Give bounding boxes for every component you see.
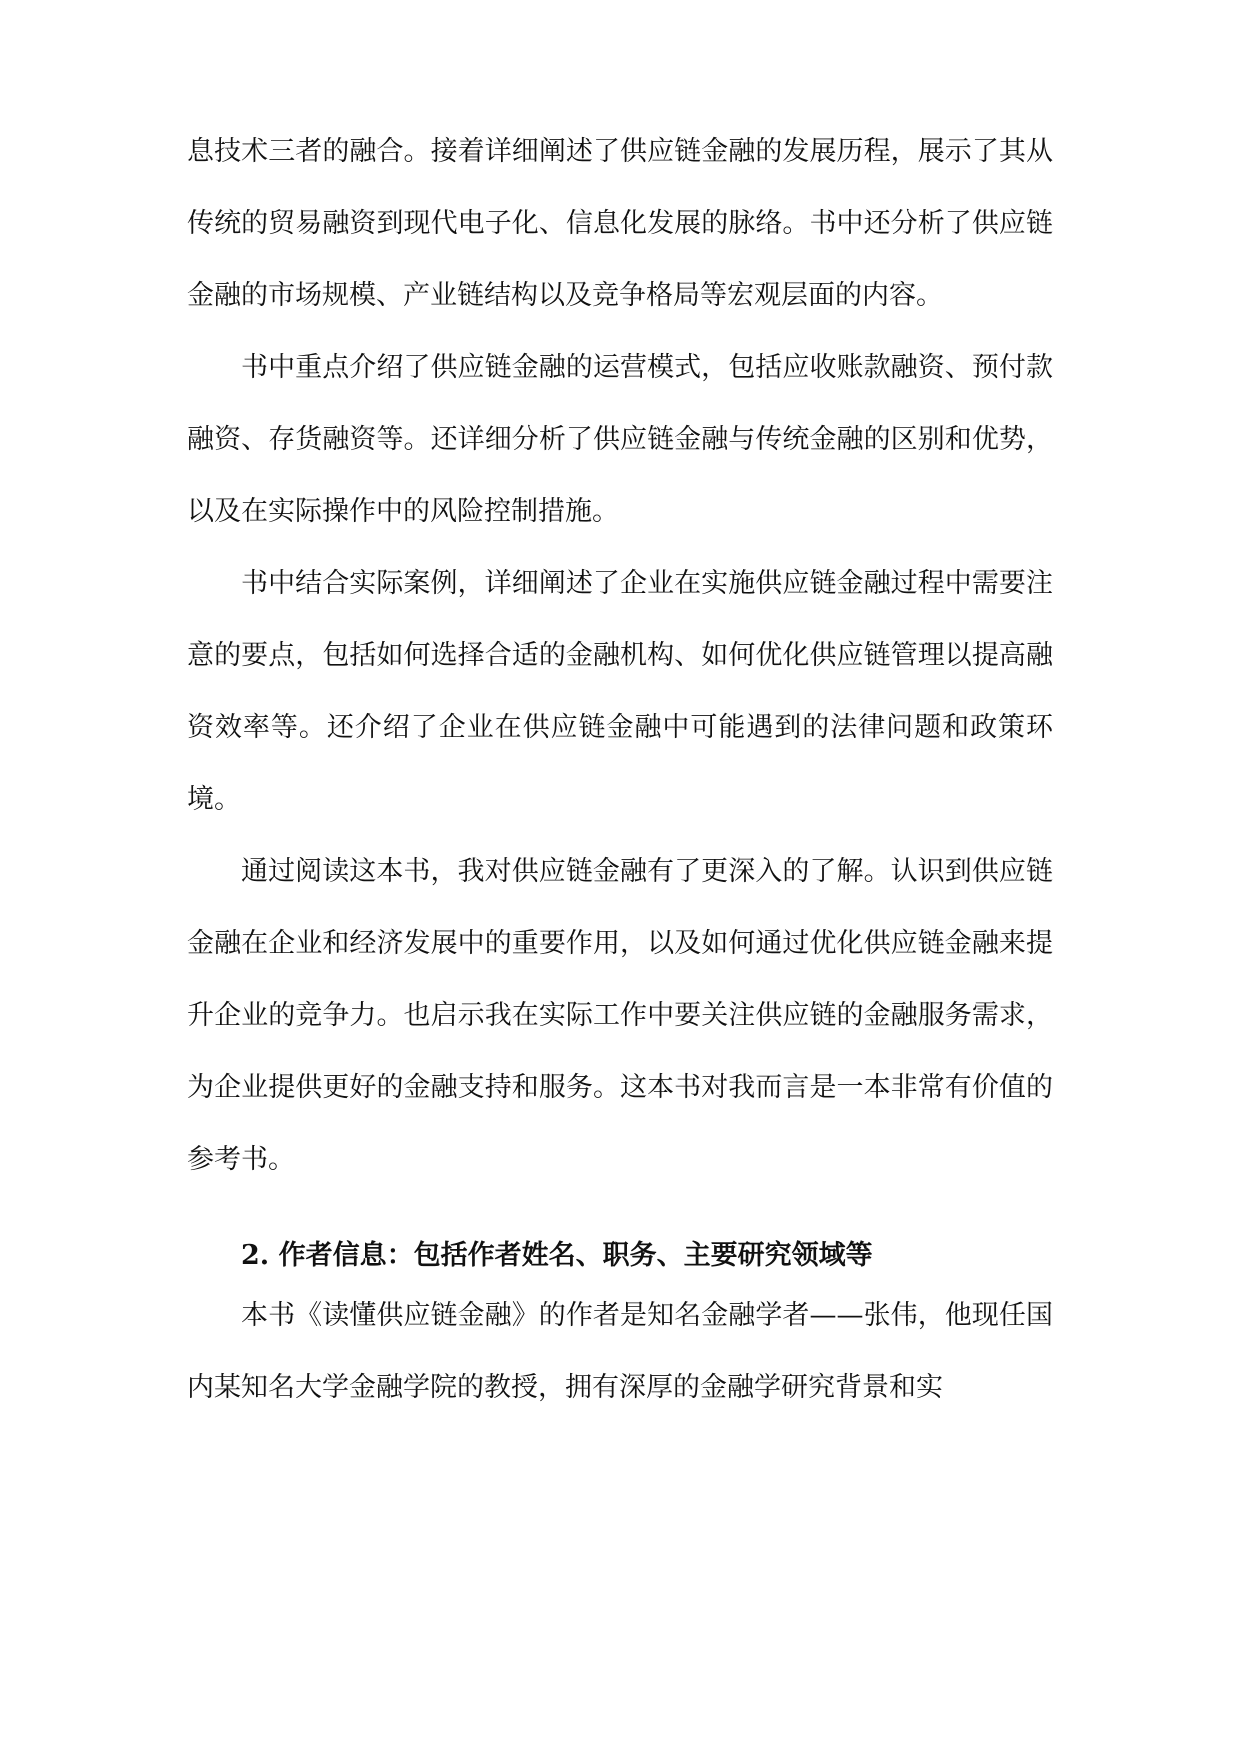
paragraph-case-studies: 书中结合实际案例，详细阐述了企业在实施供应链金融过程中需要注意的要点，包括如何选择合适的金融机构、如何优化供应链管理以提高融资效率等。还介绍了企业在供应链金融中可能遇到的法律问题和政策环境。 <box>187 568 1053 815</box>
paragraph-operating-models: 书中重点介绍了供应链金融的运营模式，包括应收账款融资、预付款融资、存货融资等。还详细分析了供应链金融与传统金融的区别和优势，以及在实际操作中的风险控制措施。 <box>187 352 1053 527</box>
section-heading-author-info: 2. 作者信息：包括作者姓名、职务、主要研究领域等 <box>241 1240 873 1271</box>
paragraph-continuation: 息技术三者的融合。接着详细阐述了供应链金融的发展历程，展示了其从传统的贸易融资到现代电子化、信息化发展的脉络。书中还分析了供应链金融的市场规模、产业链结构以及竞争格局等宏观层面的内容。 <box>187 136 1053 311</box>
paragraph-reflection: 通过阅读这本书，我对供应链金融有了更深入的了解。认识到供应链金融在企业和经济发展中的重要作用，以及如何通过优化供应链金融来提升企业的竞争力。也启示我在实际工作中要关注供应链的金融服务需求，为企业提供更好的金融支持和服务。这本书对我而言是一本非常有价值的参考书。 <box>187 856 1053 1175</box>
body-text <box>187 116 1053 1424</box>
paragraph-author-intro: 本书《读懂供应链金融》的作者是知名金融学者——张伟，他现任国内某知名大学金融学院的教授，拥有深厚的金融学研究背景和实 <box>187 1300 1053 1403</box>
